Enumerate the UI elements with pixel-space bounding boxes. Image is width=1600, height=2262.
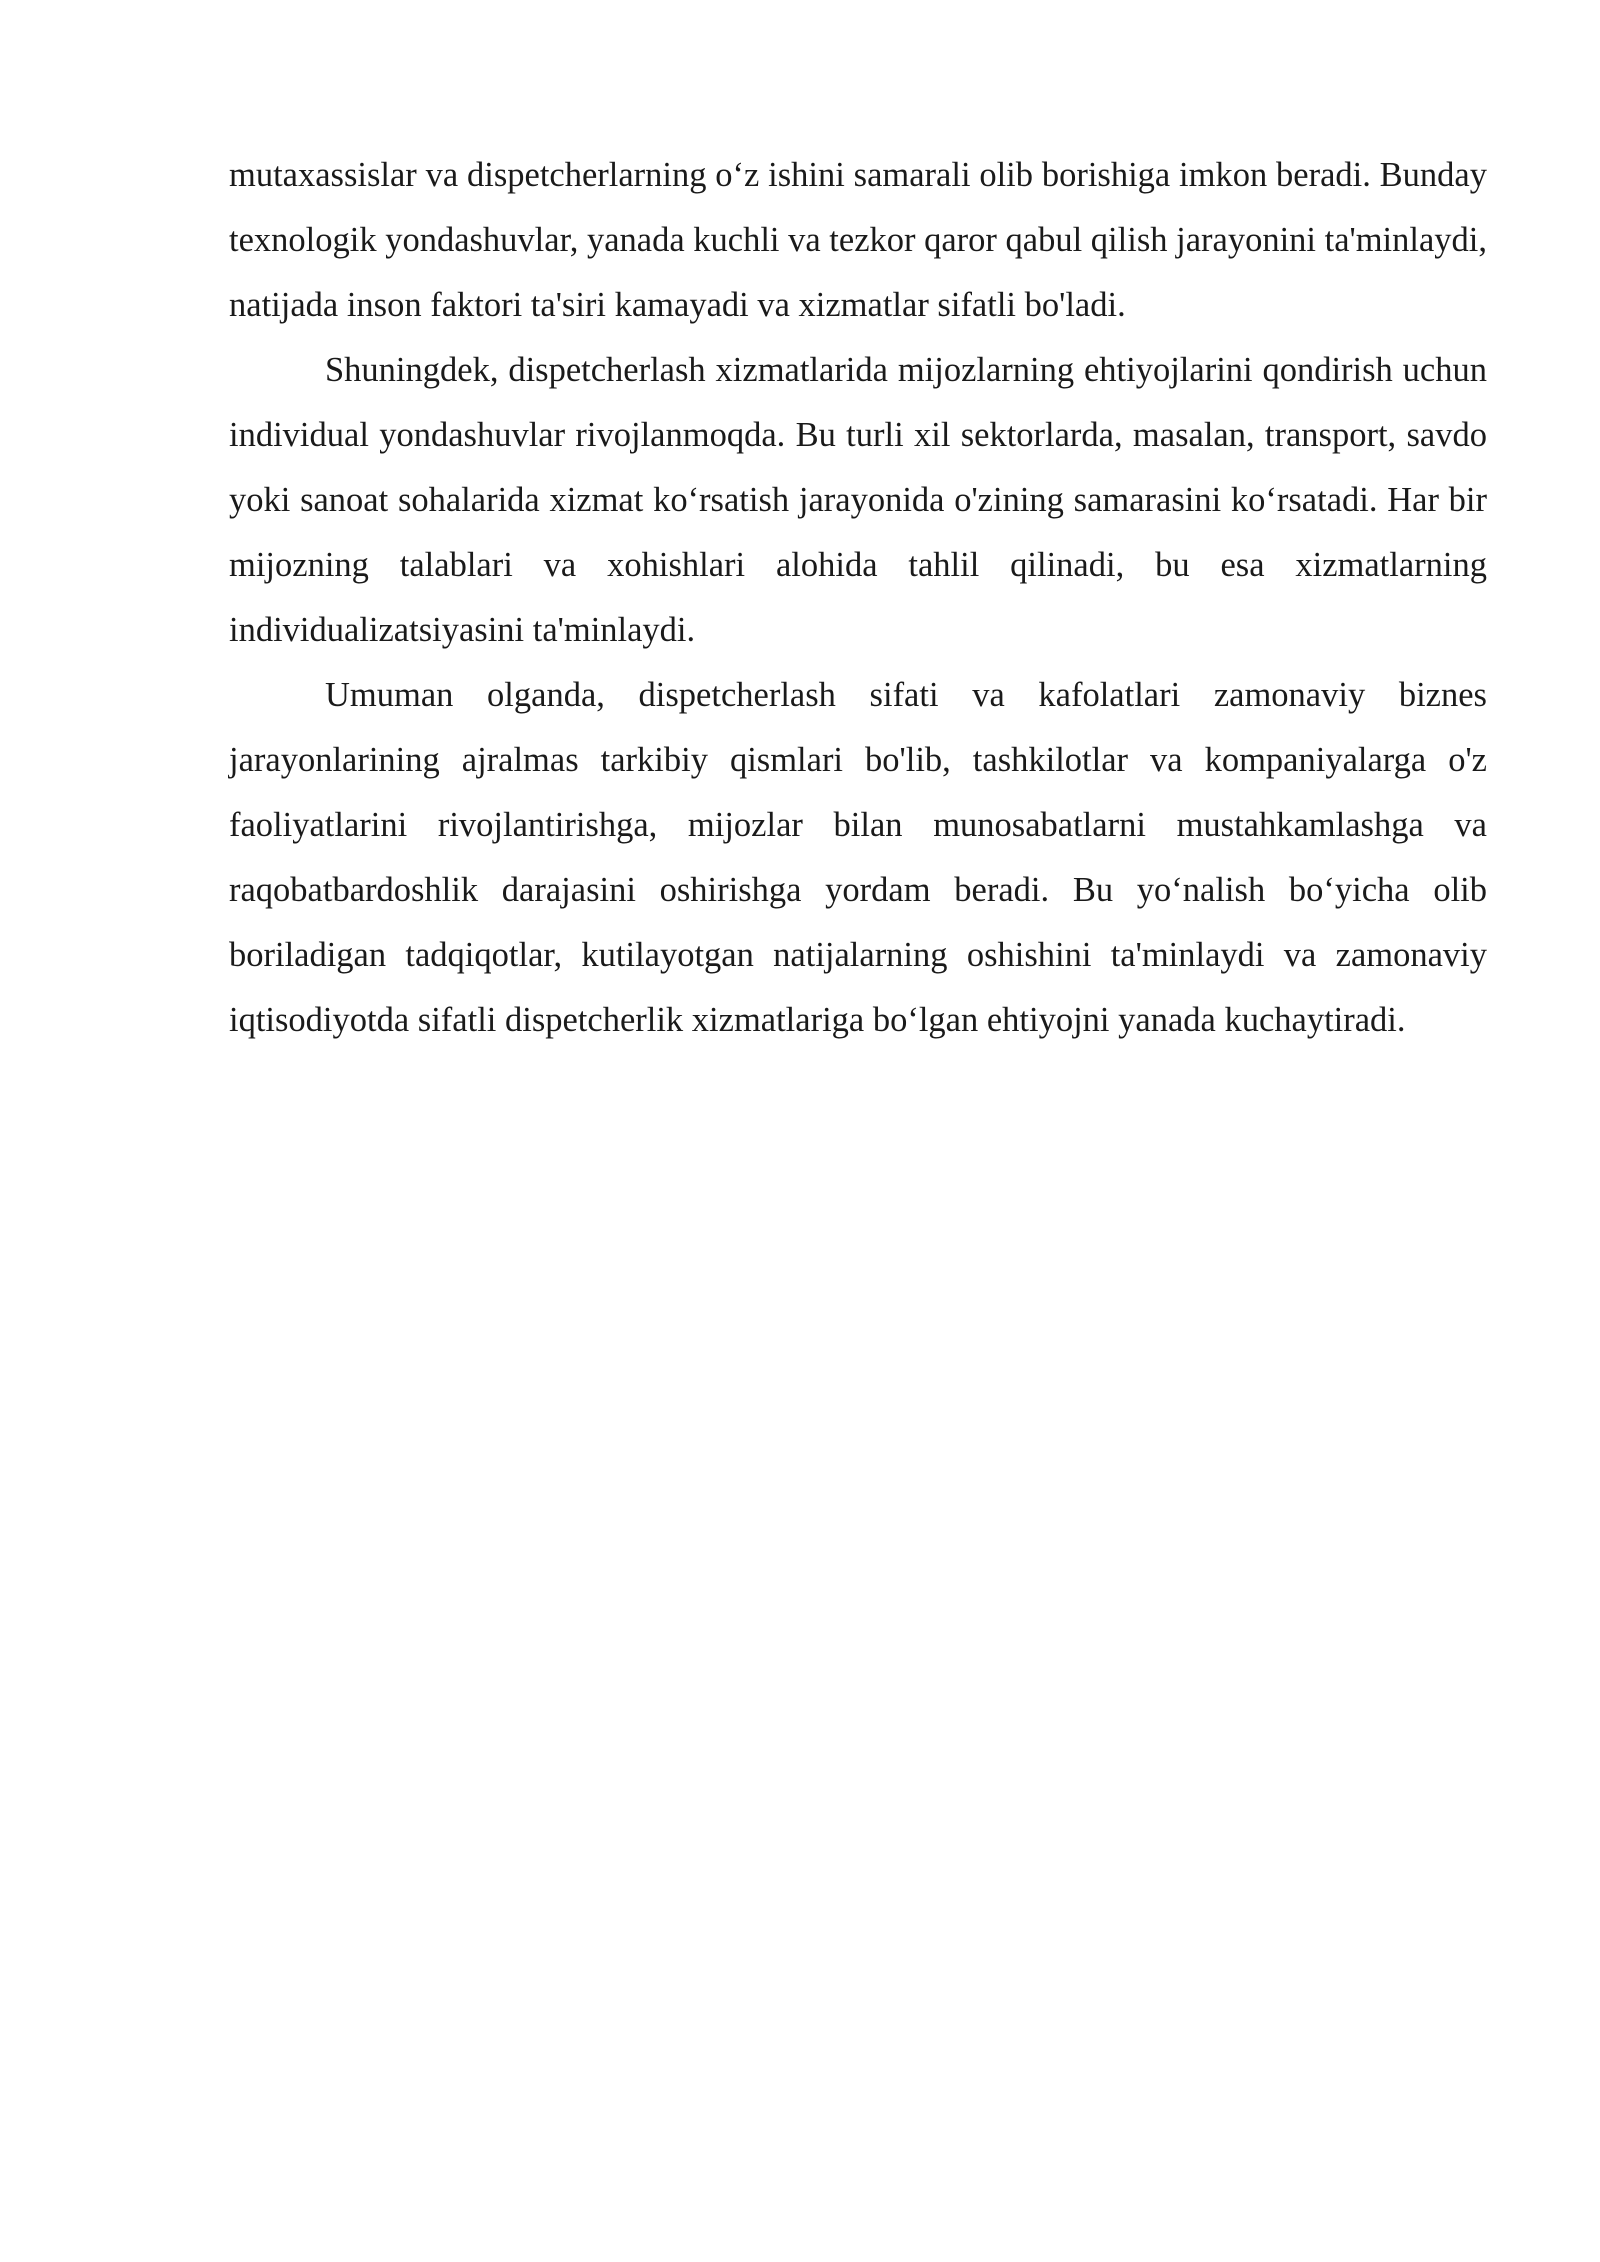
body-text: [229, 143, 1487, 1053]
paragraph-conclusion: Umuman olganda, dispetcherlash sifati va kafolatlari zamonaviy biznes jarayonlarining ajralmas tarkibiy qismlari bo'lib, tashkilotlar va kompaniyalarga o'z faoliyatlarini rivojlantirishga, mijozlar bilan munosabatlarni mustahkamlashga va raqobatbardoshlik darajasini oshirishga yordam beradi. Bu yo‘nalish bo‘yicha olib boriladigan tadqiqotlar, kutilayotgan natijalarning oshishini ta'minlaydi va zamonaviy iqtisodiyotda sifatli dispetcherlik xizmatlariga bo‘lgan ehtiyojni yanada kuchaytiradi.: [229, 676, 1487, 1039]
paragraph-individual-approaches: Shuningdek, dispetcherlash xizmatlarida mijozlarning ehtiyojlarini qondirish uchun individual yondashuvlar rivojlanmoqda. Bu turli xil sektorlarda, masalan, transport, savdo yoki sanoat sohalarida xizmat ko‘rsatish jarayonida o'zining samarasini ko‘rsatadi. Har bir mijozning talablari va xohishlari alohida tahlil qilinadi, bu esa xizmatlarning individualizatsiyasini ta'minlaydi.: [229, 351, 1487, 649]
paragraph-continuation: mutaxassislar va dispetcherlarning o‘z ishini samarali olib borishiga imkon beradi. Bunday texnologik yondashuvlar, yanada kuchli va tezkor qaror qabul qilish jarayonini ta'minlaydi, natijada inson faktori ta'siri kamayadi va xizmatlar sifatli bo'ladi.: [229, 156, 1488, 324]
